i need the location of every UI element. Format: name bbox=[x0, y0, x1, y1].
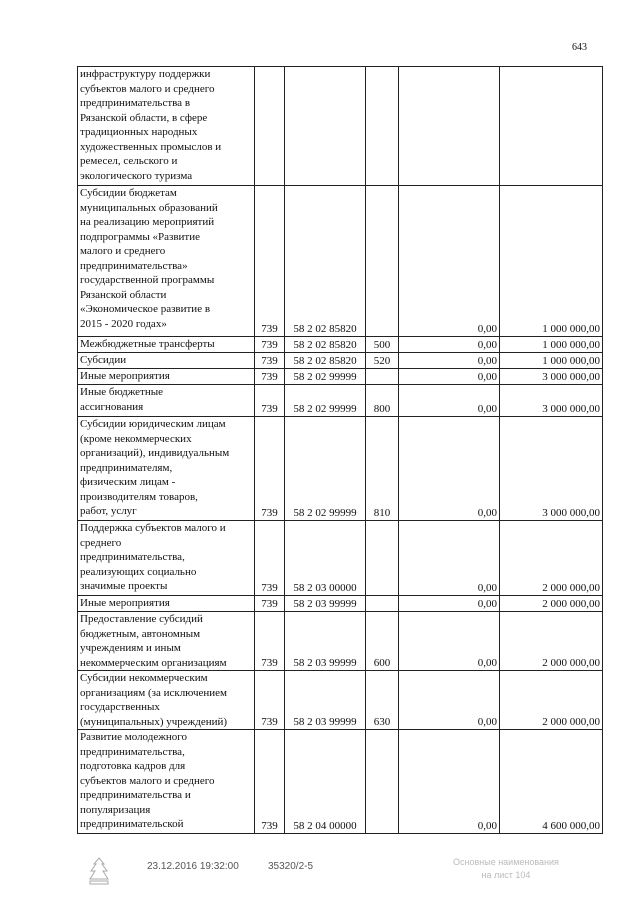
row-gr: 739 bbox=[255, 521, 285, 596]
row-gr: 739 bbox=[255, 353, 285, 369]
row-v1: 0,00 bbox=[399, 671, 500, 730]
row-v1: 0,00 bbox=[399, 730, 500, 834]
table-row bbox=[78, 596, 603, 612]
row-name: Субсидии bbox=[78, 353, 255, 369]
table-row bbox=[78, 369, 603, 385]
row-cs: 58 2 03 99999 bbox=[285, 612, 366, 671]
row-vr bbox=[366, 730, 399, 834]
row-cs: 58 2 02 85820 bbox=[285, 186, 366, 337]
page-number: 643 bbox=[572, 42, 587, 53]
row-v1: 0,00 bbox=[399, 417, 500, 521]
emblem-icon bbox=[88, 856, 110, 886]
row-v2: 1 000 000,00 bbox=[500, 337, 603, 353]
row-v1: 0,00 bbox=[399, 521, 500, 596]
table-row bbox=[78, 521, 603, 596]
table-row bbox=[78, 337, 603, 353]
row-name: Иные мероприятия bbox=[78, 596, 255, 612]
row-cs: 58 2 02 99999 bbox=[285, 369, 366, 385]
row-name: Межбюджетные трансферты bbox=[78, 337, 255, 353]
row-v1: 0,00 bbox=[399, 385, 500, 417]
row-cs: 58 2 02 85820 bbox=[285, 337, 366, 353]
budget-table bbox=[77, 66, 603, 834]
footer-stamp-line2: на лист 104 bbox=[481, 870, 531, 880]
row-v1: 0,00 bbox=[399, 186, 500, 337]
row-vr: 630 bbox=[366, 671, 399, 730]
row-gr: 739 bbox=[255, 337, 285, 353]
row-name: Поддержка субъектов малого и среднего предпринимательства, реализующих социально значимые проекты bbox=[78, 521, 255, 596]
row-v2: 2 000 000,00 bbox=[500, 671, 603, 730]
row-vr: 810 bbox=[366, 417, 399, 521]
footer-timestamp: 23.12.2016 19:32:00 bbox=[147, 861, 239, 872]
row-v1: 0,00 bbox=[399, 369, 500, 385]
row-cs: 58 2 02 99999 bbox=[285, 417, 366, 521]
row-v2: 3 000 000,00 bbox=[500, 417, 603, 521]
row-cs: 58 2 02 85820 bbox=[285, 353, 366, 369]
row-cs bbox=[285, 67, 366, 186]
row-name: Субсидии юридическим лицам (кроме некоммерческих организаций), индивидуальным предпринимателям, физическим лицам - производителям товаров, работ, услуг bbox=[78, 417, 255, 521]
row-gr: 739 bbox=[255, 730, 285, 834]
row-gr: 739 bbox=[255, 385, 285, 417]
row-gr: 739 bbox=[255, 417, 285, 521]
row-vr bbox=[366, 521, 399, 596]
table-row bbox=[78, 417, 603, 521]
table-row bbox=[78, 730, 603, 834]
row-vr: 800 bbox=[366, 385, 399, 417]
row-vr: 600 bbox=[366, 612, 399, 671]
footer-stamp bbox=[453, 856, 559, 882]
table-row bbox=[78, 67, 603, 186]
row-v2: 4 600 000,00 bbox=[500, 730, 603, 834]
row-gr: 739 bbox=[255, 671, 285, 730]
row-v2: 2 000 000,00 bbox=[500, 521, 603, 596]
row-v1: 0,00 bbox=[399, 596, 500, 612]
row-name: Субсидии бюджетам муниципальных образований на реализацию мероприятий подпрограммы «Развитие малого и среднего предпринимательства» государственной программы Рязанской области «Экономическое развитие в 2015 - 2020 годах» bbox=[78, 186, 255, 337]
row-v1: 0,00 bbox=[399, 612, 500, 671]
row-gr: 739 bbox=[255, 186, 285, 337]
page-footer bbox=[0, 856, 640, 896]
footer-doc-code: 35320/2-5 bbox=[268, 861, 314, 872]
row-gr: 739 bbox=[255, 596, 285, 612]
row-name: инфраструктуру поддержки субъектов малого и среднего предпринимательства в Рязанской области, в сфере традиционных народных художественных промыслов и ремесел, сельского и экологического туризма bbox=[78, 67, 255, 186]
row-v2: 2 000 000,00 bbox=[500, 596, 603, 612]
row-vr: 500 bbox=[366, 337, 399, 353]
row-cs: 58 2 02 99999 bbox=[285, 385, 366, 417]
row-v2 bbox=[500, 67, 603, 186]
table-row bbox=[78, 671, 603, 730]
row-v2: 2 000 000,00 bbox=[500, 612, 603, 671]
table-row bbox=[78, 186, 603, 337]
row-name: Развитие молодежного предпринимательства, подготовка кадров для субъектов малого и среднего предпринимательства и популяризация предпринимательской bbox=[78, 730, 255, 834]
row-vr: 520 bbox=[366, 353, 399, 369]
row-gr: 739 bbox=[255, 369, 285, 385]
table-row bbox=[78, 612, 603, 671]
table-row bbox=[78, 385, 603, 417]
row-vr bbox=[366, 596, 399, 612]
row-vr bbox=[366, 369, 399, 385]
row-name: Субсидии некоммерческим организациям (за исключением государственных (муниципальных) учреждений) bbox=[78, 671, 255, 730]
row-gr: 739 bbox=[255, 612, 285, 671]
row-v1: 0,00 bbox=[399, 353, 500, 369]
row-cs: 58 2 04 00000 bbox=[285, 730, 366, 834]
row-v1 bbox=[399, 67, 500, 186]
footer-stamp-line1: Основные наименования bbox=[453, 857, 559, 867]
row-cs: 58 2 03 99999 bbox=[285, 671, 366, 730]
row-vr bbox=[366, 67, 399, 186]
row-v1: 0,00 bbox=[399, 337, 500, 353]
table-row bbox=[78, 353, 603, 369]
row-v2: 1 000 000,00 bbox=[500, 353, 603, 369]
row-gr bbox=[255, 67, 285, 186]
row-name: Иные мероприятия bbox=[78, 369, 255, 385]
row-cs: 58 2 03 99999 bbox=[285, 596, 366, 612]
row-v2: 1 000 000,00 bbox=[500, 186, 603, 337]
row-cs: 58 2 03 00000 bbox=[285, 521, 366, 596]
row-v2: 3 000 000,00 bbox=[500, 385, 603, 417]
row-vr bbox=[366, 186, 399, 337]
budget-table-body bbox=[78, 67, 603, 834]
row-name: Предоставление субсидий бюджетным, автономным учреждениям и иным некоммерческим организациям bbox=[78, 612, 255, 671]
row-name: Иные бюджетные ассигнования bbox=[78, 385, 255, 417]
row-v2: 3 000 000,00 bbox=[500, 369, 603, 385]
